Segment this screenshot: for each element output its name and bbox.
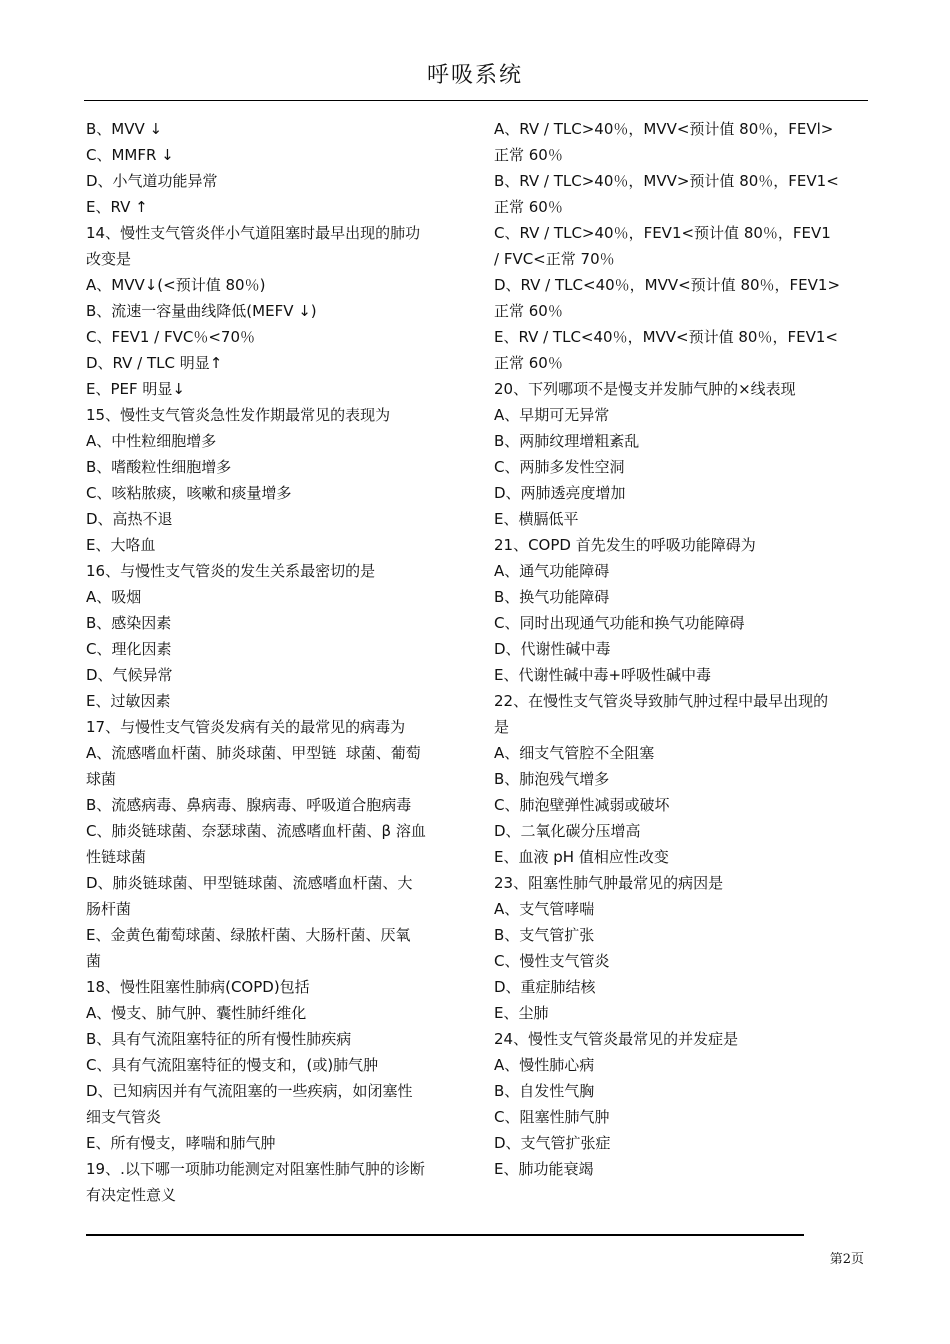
text-line: / FVC<正常 70％ [494, 250, 615, 268]
text-line: C、两肺多发性空洞 [494, 458, 625, 476]
text-line: 18、慢性阻塞性肺病(COPD)包括 [86, 978, 310, 996]
text-line: C、同时出现通气功能和换气功能障碍 [494, 614, 745, 632]
text-line: 15、慢性支气管炎急性发作期最常见的表现为 [86, 406, 391, 424]
text-line: E、血液 pH 值相应性改变 [494, 848, 669, 866]
footer-divider [86, 1234, 804, 1236]
left-column [86, 116, 464, 1208]
text-line: C、FEV1 / FVC％<70％ [86, 328, 255, 346]
text-line: B、流速一容量曲线降低(MEFV ↓) [86, 302, 317, 320]
text-line: E、尘肺 [494, 1004, 549, 1022]
text-line: A、中性粒细胞增多 [86, 432, 217, 450]
text-line: D、肺炎链球菌、甲型链球菌、流感嗜血杆菌、大 [86, 874, 413, 892]
text-line: E、所有慢支，哮喘和肺气肿 [86, 1134, 276, 1152]
text-line: C、肺炎链球菌、奈瑟球菌、流感嗜血杆菌、β 溶血 [86, 822, 426, 840]
text-line: 改变是 [86, 250, 132, 268]
text-line: 正常 60％ [494, 146, 563, 164]
text-line: D、小气道功能异常 [86, 172, 218, 190]
text-line: C、咳粘脓痰，咳嗽和痰量增多 [86, 484, 292, 502]
text-line: D、代谢性碱中毒 [494, 640, 611, 658]
text-line: E、大咯血 [86, 536, 156, 554]
text-line: C、肺泡壁弹性减弱或破坏 [494, 796, 670, 814]
text-line: B、感染因素 [86, 614, 172, 632]
text-line: B、RV / TLC>40％，MVV>预计值 80％，FEV1< [494, 172, 839, 190]
text-line: D、已知病因并有气流阻塞的一些疾病，如闭塞性 [86, 1082, 413, 1100]
text-line: 正常 60％ [494, 198, 563, 216]
text-line: 14、慢性支气管炎伴小气道阻塞时最早出现的肺功 [86, 224, 421, 242]
text-line: C、慢性支气管炎 [494, 952, 610, 970]
text-line: A、RV / TLC>40％，MVV<预计值 80％，FEVl> [494, 120, 834, 138]
text-line: C、RV / TLC>40％，FEV1<预计值 80％，FEV1 [494, 224, 831, 242]
text-line: 19、.以下哪一项肺功能测定对阻塞性肺气肿的诊断 [86, 1160, 425, 1178]
text-line: 细支气管炎 [86, 1108, 162, 1126]
text-line: 20、下列哪项不是慢支并发肺气肿的×线表现 [494, 380, 796, 398]
text-line: 菌 [86, 952, 102, 970]
text-line: C、MMFR ↓ [86, 146, 174, 164]
text-line: B、具有气流阻塞特征的所有慢性肺疾病 [86, 1030, 352, 1048]
text-line: C、阻塞性肺气肿 [494, 1108, 610, 1126]
text-line: D、高热不退 [86, 510, 173, 528]
text-line: E、横膈低平 [494, 510, 579, 528]
text-line: C、具有气流阻塞特征的慢支和，(或)肺气肿 [86, 1056, 379, 1074]
text-line: A、MVV↓(<预计值 80％) [86, 276, 266, 294]
text-line: E、RV ↑ [86, 198, 148, 216]
text-line: 16、与慢性支气管炎的发生关系最密切的是 [86, 562, 376, 580]
text-line: B、嗜酸粒性细胞增多 [86, 458, 232, 476]
page-number: 第2页 [829, 1252, 864, 1267]
text-line: D、二氧化碳分压增高 [494, 822, 641, 840]
text-line: A、通气功能障碍 [494, 562, 610, 580]
text-line: A、慢性肺心病 [494, 1056, 595, 1074]
text-line: D、RV / TLC<40％，MVV<预计值 80％，FEV1> [494, 276, 841, 294]
text-line: B、流感病毒、鼻病毒、腺病毒、呼吸道合胞病毒 [86, 796, 412, 814]
text-line: 是 [494, 718, 510, 736]
text-line: A、慢支、肺气肿、囊性肺纤维化 [86, 1004, 307, 1022]
text-line: 17、与慢性支气管炎发病有关的最常见的病毒为 [86, 718, 406, 736]
text-line: E、RV / TLC<40％，MVV<预计值 80％，FEV1< [494, 328, 838, 346]
text-line: A、支气管哮喘 [494, 900, 595, 918]
text-line: A、流感嗜血杆菌、肺炎球菌、甲型链 球菌、葡萄 [86, 744, 421, 762]
text-line: E、PEF 明显↓ [86, 380, 185, 398]
text-line: C、理化因素 [86, 640, 172, 658]
text-line: B、自发性气胸 [494, 1082, 595, 1100]
text-line: A、早期可无异常 [494, 406, 610, 424]
text-line: D、支气管扩张症 [494, 1134, 611, 1152]
text-line: 球菌 [86, 770, 117, 788]
text-line: D、重症肺结核 [494, 978, 596, 996]
text-line: D、两肺透亮度增加 [494, 484, 626, 502]
text-line: A、吸烟 [86, 588, 142, 606]
text-line: D、气候异常 [86, 666, 173, 684]
text-line: 正常 60％ [494, 302, 563, 320]
text-line: A、细支气管腔不全阻塞 [494, 744, 655, 762]
text-line: E、代谢性碱中毒+呼吸性碱中毒 [494, 666, 712, 684]
right-column [494, 116, 870, 1182]
header-divider [84, 100, 868, 101]
text-line: 21、COPD 首先发生的呼吸功能障碍为 [494, 536, 756, 554]
text-line: E、金黄色葡萄球菌、绿脓杆菌、大肠杆菌、厌氧 [86, 926, 411, 944]
text-line: E、肺功能衰竭 [494, 1160, 594, 1178]
text-line: 23、阻塞性肺气肿最常见的病因是 [494, 874, 724, 892]
text-line: B、MVV ↓ [86, 120, 163, 138]
text-line: 24、慢性支气管炎最常见的并发症是 [494, 1030, 739, 1048]
text-line: B、两肺纹理增粗紊乱 [494, 432, 640, 450]
text-line: B、支气管扩张 [494, 926, 595, 944]
page-title: 呼吸系统 [426, 63, 523, 88]
text-line: D、RV / TLC 明显↑ [86, 354, 223, 372]
text-line: 肠杆菌 [86, 900, 132, 918]
text-line: 性链球菌 [86, 848, 147, 866]
text-line: B、肺泡残气增多 [494, 770, 610, 788]
text-line: 有决定性意义 [86, 1186, 177, 1204]
text-line: E、过敏因素 [86, 692, 171, 710]
text-line: 22、在慢性支气管炎导致肺气肿过程中最早出现的 [494, 692, 829, 710]
text-line: B、换气功能障碍 [494, 588, 610, 606]
text-line: 正常 60％ [494, 354, 563, 372]
